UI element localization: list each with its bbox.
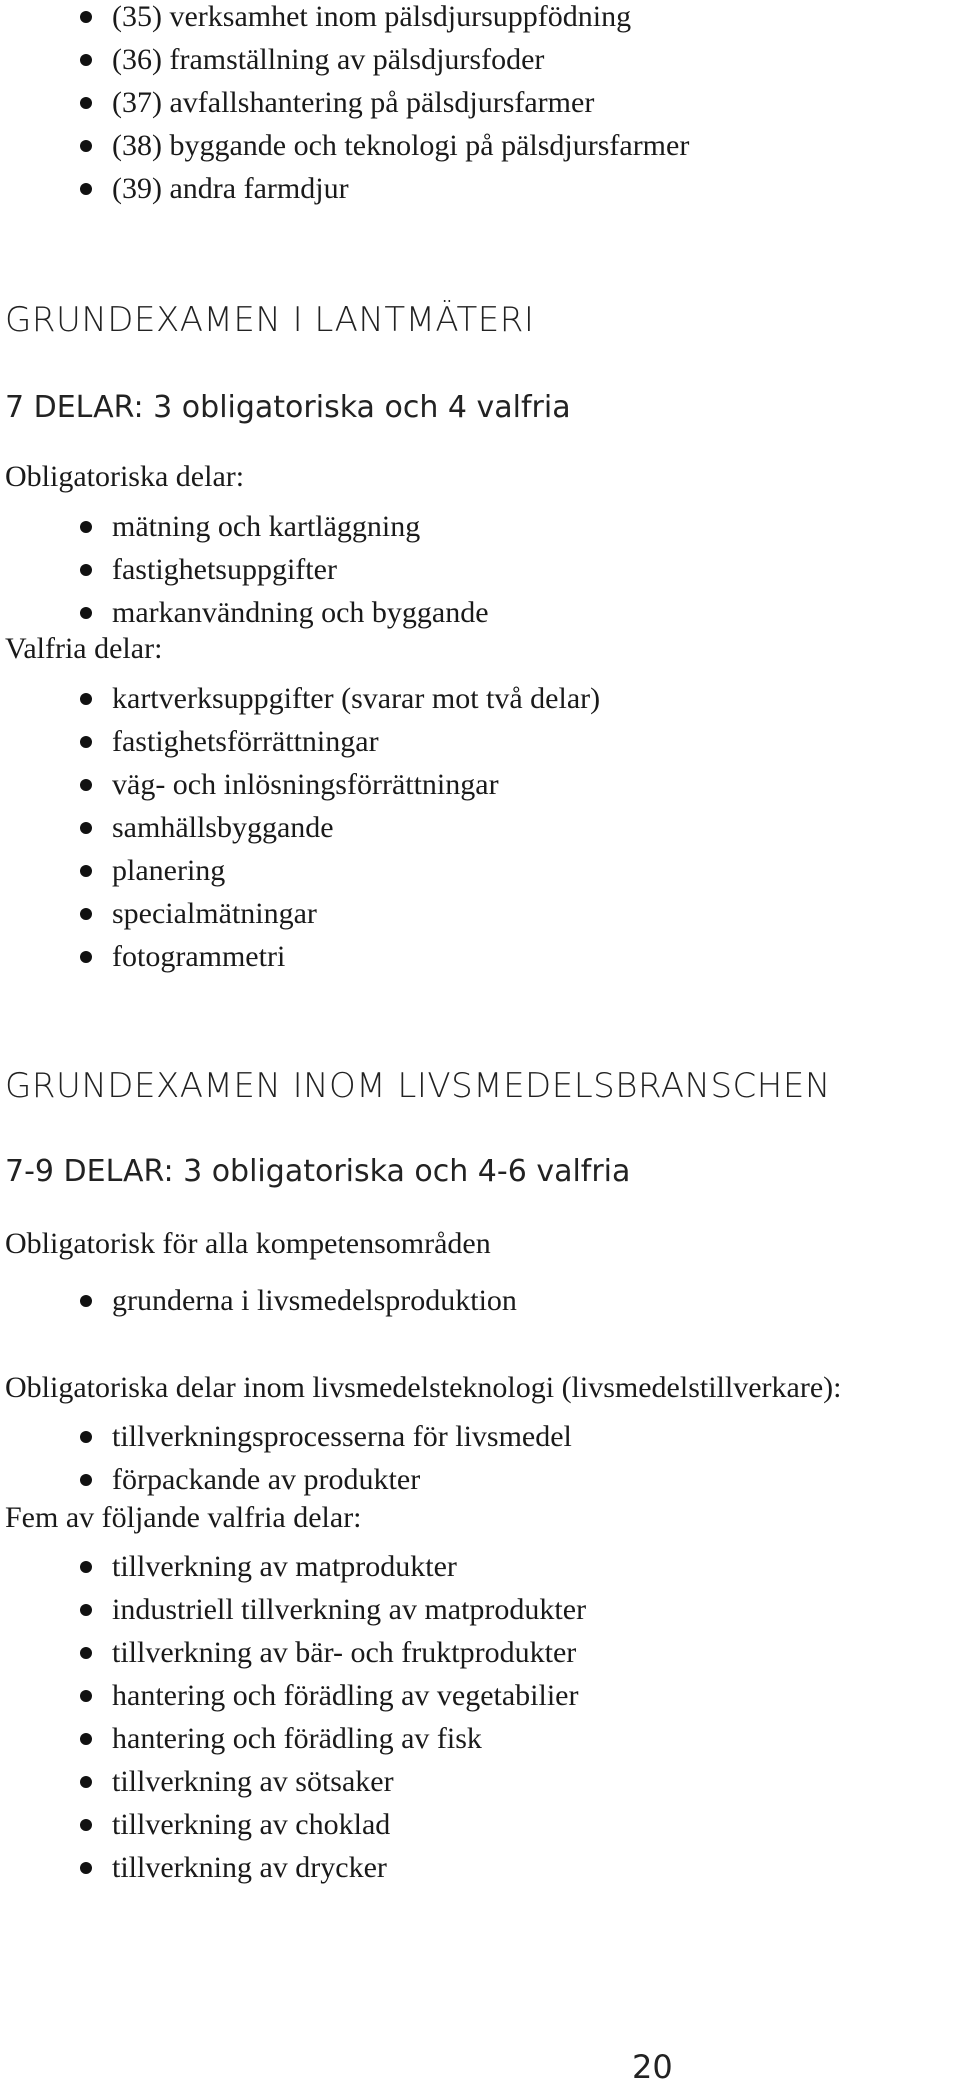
list-item: (35) verksamhet inom pälsdjursuppfödning [0, 0, 689, 38]
list-item: samhällsbyggande [0, 806, 600, 849]
tech-label: Obligatoriska delar inom livsmedelsteknologi (livsmedelstillverkare): [5, 1371, 842, 1404]
livsmedel-optional-list [0, 1545, 586, 1889]
list-item: kartverksuppgifter (svarar mot två delar) [0, 677, 600, 720]
list-item: tillverkning av choklad [0, 1803, 586, 1846]
list-item: fotogrammetri [0, 935, 600, 978]
bullet-icon [80, 1474, 92, 1486]
mandatory-list [0, 505, 489, 634]
list-item: hantering och förädling av fisk [0, 1717, 586, 1760]
bullet-icon [80, 1862, 92, 1874]
bullet-icon [80, 736, 92, 748]
section-subheading-lantmateri: 7 DELAR: 3 obligatoriska och 4 valfria [5, 390, 571, 425]
bullet-icon [80, 1561, 92, 1573]
bullet-icon [80, 1604, 92, 1616]
list-item: grunderna i livsmedelsproduktion [0, 1279, 517, 1322]
bullet-icon [80, 822, 92, 834]
list-item: tillverkning av bär- och fruktprodukter [0, 1631, 586, 1674]
section-subheading-livsmedel: 7-9 DELAR: 3 obligatoriska och 4-6 valfria [5, 1154, 631, 1189]
list-item: väg- och inlösningsförrättningar [0, 763, 600, 806]
list-item: tillverkning av sötsaker [0, 1760, 586, 1803]
bullet-icon [80, 951, 92, 963]
list-item: (37) avfallshantering på pälsdjursfarmer [0, 81, 689, 124]
all-areas-list [0, 1279, 517, 1322]
bullet-icon [80, 1431, 92, 1443]
bullet-icon [80, 1733, 92, 1745]
page-number: 20 [632, 2048, 673, 2086]
bullet-icon [80, 1819, 92, 1831]
list-item: (36) framställning av pälsdjursfoder [0, 38, 689, 81]
list-item: (38) byggande och teknologi på pälsdjursfarmer [0, 124, 689, 167]
bullet-icon [80, 908, 92, 920]
bullet-icon [80, 564, 92, 576]
bullet-icon [80, 1690, 92, 1702]
section-heading-livsmedel: GRUNDEXAMEN INOM LIVSMEDELSBRANSCHEN [5, 1066, 831, 1106]
top-list [0, 0, 689, 210]
bullet-icon [80, 865, 92, 877]
bullet-icon [80, 140, 92, 152]
tech-list [0, 1415, 572, 1501]
list-item: tillverkningsprocesserna för livsmedel [0, 1415, 572, 1458]
all-areas-label: Obligatorisk för alla kompetensområden [5, 1227, 491, 1260]
list-item: planering [0, 849, 600, 892]
bullet-icon [80, 779, 92, 791]
list-item: fastighetsförrättningar [0, 720, 600, 763]
livsmedel-optional-label: Fem av följande valfria delar: [5, 1501, 362, 1534]
bullet-icon [80, 521, 92, 533]
list-item: (39) andra farmdjur [0, 167, 689, 210]
optional-label: Valfria delar: [5, 632, 163, 665]
bullet-icon [80, 97, 92, 109]
list-item: förpackande av produkter [0, 1458, 572, 1501]
list-item: tillverkning av drycker [0, 1846, 586, 1889]
list-item: tillverkning av matprodukter [0, 1545, 586, 1588]
bullet-icon [80, 183, 92, 195]
bullet-icon [80, 607, 92, 619]
section-heading-lantmateri: GRUNDEXAMEN I LANTMÄTERI [5, 300, 535, 340]
list-item: fastighetsuppgifter [0, 548, 489, 591]
list-item: hantering och förädling av vegetabilier [0, 1674, 586, 1717]
bullet-icon [80, 11, 92, 23]
bullet-icon [80, 1295, 92, 1307]
list-item: markanvändning och byggande [0, 591, 489, 634]
mandatory-label: Obligatoriska delar: [5, 460, 245, 493]
bullet-icon [80, 54, 92, 66]
list-item: specialmätningar [0, 892, 600, 935]
optional-list [0, 677, 600, 978]
bullet-icon [80, 693, 92, 705]
list-item: industriell tillverkning av matprodukter [0, 1588, 586, 1631]
bullet-icon [80, 1647, 92, 1659]
list-item: mätning och kartläggning [0, 505, 489, 548]
bullet-icon [80, 1776, 92, 1788]
